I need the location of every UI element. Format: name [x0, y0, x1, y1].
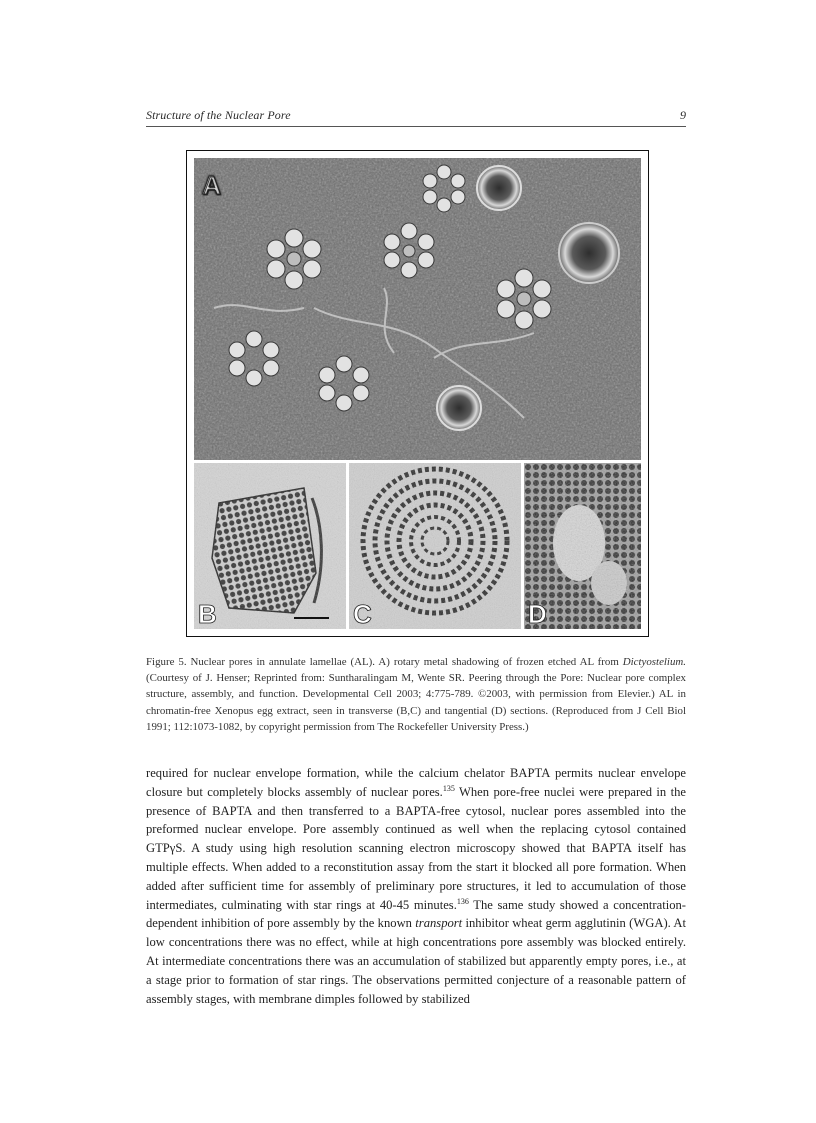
- caption-part-3: (Courtesy of J. Henser; Reprinted from: Suntharalingam M, Wente SR. Peering through the Pore: Nuclear pore complex structure, assembly, and function. Developmental Cell 2003; 4:775-789. ©2003, with permission from Elevier.) AL in chromatin-free Xenopus egg extract, seen in transverse (B,C) and tangential (D) sections. (Reproduced from J Cell Biol 1991; 112:1073-1082, by copyright permission from The Rockefeller University Press.): [146, 672, 686, 733]
- figure-caption: [146, 654, 686, 735]
- page-number: 9: [680, 108, 686, 122]
- caption-part-1: Figure 5. Nuclear pores in annulate lamellae (AL). A) rotary metal shadowing of frozen etched AL from: [146, 656, 623, 668]
- body-paragraph: [146, 764, 686, 1008]
- body-sentence-1: required for nuclear envelope formation, while the calcium chelator BAPTA permits nuclear envelope closure but completely blocks assembly of nuclear pores.: [146, 766, 686, 799]
- panel-a-micrograph: [194, 158, 641, 460]
- running-title: Structure of the Nuclear Pore: [146, 108, 291, 122]
- body-sentence-3: The same study showed a concentration-dependent inhibition of pore assembly by the known: [146, 897, 686, 931]
- panel-a-image: [194, 158, 641, 460]
- panel-label-c: C: [353, 599, 372, 629]
- panel-b-image: [194, 463, 346, 629]
- panel-c-micrograph: [349, 463, 521, 629]
- panel-label-d: D: [528, 599, 547, 629]
- body-sentence-2: When pore-free nuclei were prepared in the presence of BAPTA and then transferred to a BAPTA-free cytosol, nuclear pores assembled into the preformed nuclear envelope. Pore assembly continued as well when the replacing cytosol contained GTPγS. A study using high resolution scanning electron microscopy showed that BAPTA itself has multiple effects. When added to a reconstitution assay from the start it blocked all pore formation. When added after sufficient time for assembly of preliminary pore structures, it led to accumulation of those intermediates, culminating with star rings at 40-45 minutes.: [146, 784, 686, 912]
- body-sentence-4: inhibitor wheat germ agglutinin (WGA). At low concentrations there was no effect, while at high concentrations pore assembly was blocked entirely. At intermediate concentrations there was an accumulation of stabilized but apparently empty pores, i.e., at a stage prior to formation of star rings. The observations permitted conjecture of a reasonable pattern of assembly stages, with membrane dimples followed by stabilized: [146, 916, 687, 1006]
- panel-d-image: [524, 463, 641, 629]
- reference-136[interactable]: 136: [456, 896, 469, 906]
- figure-5: [186, 150, 649, 637]
- panel-label-a: A: [202, 170, 221, 200]
- panel-d-micrograph: [524, 463, 641, 629]
- panel-c-image: [349, 463, 521, 629]
- panel-label-b: B: [198, 599, 217, 629]
- panel-b-micrograph: [194, 463, 346, 629]
- reference-135[interactable]: 135: [442, 783, 455, 793]
- body-italic-transport: transport: [415, 916, 463, 931]
- caption-organism: Dictyostelium.: [622, 656, 686, 668]
- page-header: [146, 108, 686, 127]
